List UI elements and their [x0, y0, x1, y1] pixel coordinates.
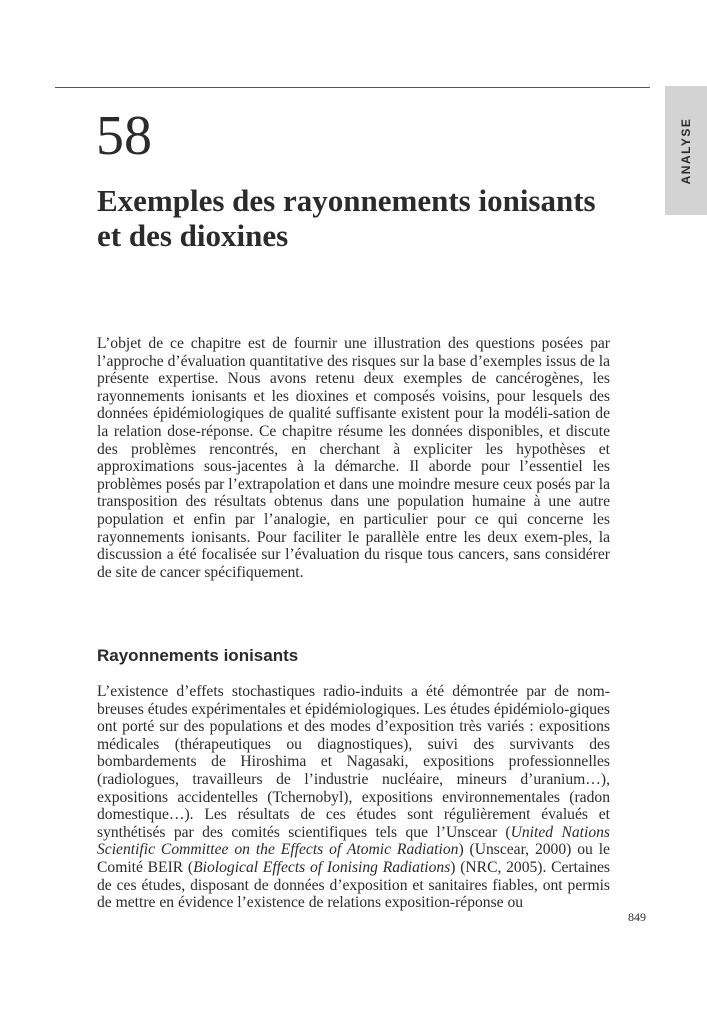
body-text-part-3: ) (NRC, 2005). Certaines de ces études, disposant de données d’exposition et sanitaires fiables, ont permis de mettre en évidence l’existence de relations exposition-réponse ou: [97, 858, 611, 912]
chapter-number: 58: [96, 105, 152, 167]
body-text-part-1: L’existence d’effets stochastiques radio-induits a été démontrée par de nom-breuses études expérimentales et épidémiologiques. Les études épidémiolo-giques ont porté sur des populations et des modes d’exposition très variés : expositions médicales (thérapeutiques ou diagnostiques), suivi des survivants des bombardements de Hiroshima et Nagasaki, expositions professionnelles (radiologues, travailleurs de l’industrie nucléaire, mineurs d’uranium…), expositions accidentelles (Tchernobyl), expositions environnementales (radon domestique…). Les résultats de ces études sont régulièrement évalués et synthétisés par des comités scientifiques tels que l’Unscear (: [97, 683, 610, 841]
body-italic-beir: Biological Effects of Ionising Radiations: [193, 858, 451, 876]
intro-paragraph: L’objet de ce chapitre est de fournir une illustration des questions posées par l’approche d’évaluation quantitative des risques sur la base d’exemples issus de la présente expertise. Nous avons retenu deux exemples de cancérogènes, les rayonnements ionisants et les dioxines et composés voisins, pour lesquels des données épidémiologiques de qualité suffisante existent pour la modéli-sation de la relation dose-réponse. Ce chapitre résume les données disponibles, et discute des problèmes rencontrés, en cherchant à expliciter les hypothèses et approximations sous-jacentes à la démarche. Il aborde pour l’essentiel les problèmes posés par l’extrapolation et dans une moindre mesure ceux posés par la transposition des résultats obtenus dans une population humaine à une autre population et enfin par l’analogie, en particulier pour ce qui concerne les rayonnements ionisants. Pour faciliter le parallèle entre les deux exem-ples, la discussion a été focalisée sur l’évaluation du risque tous cancers, sans considérer de site de cancer spécifiquement.: [97, 335, 610, 581]
section-tab: [665, 86, 707, 215]
top-rule: [55, 87, 650, 88]
section-tab-label: ANALYSE: [679, 117, 693, 184]
body-text-part-2: ) (Unscear, 2000) ou le Comité BEIR (: [97, 841, 610, 876]
chapter-title: Exemples des rayonnements ionisants et des dioxines: [97, 183, 596, 253]
body-italic-unscear: United Nations Scientific Committee on the Effects of Atomic Radiation: [97, 823, 610, 859]
page-number: 849: [628, 910, 646, 924]
body-paragraph: [97, 683, 610, 912]
section-heading: Rayonnements ionisants: [97, 646, 299, 665]
